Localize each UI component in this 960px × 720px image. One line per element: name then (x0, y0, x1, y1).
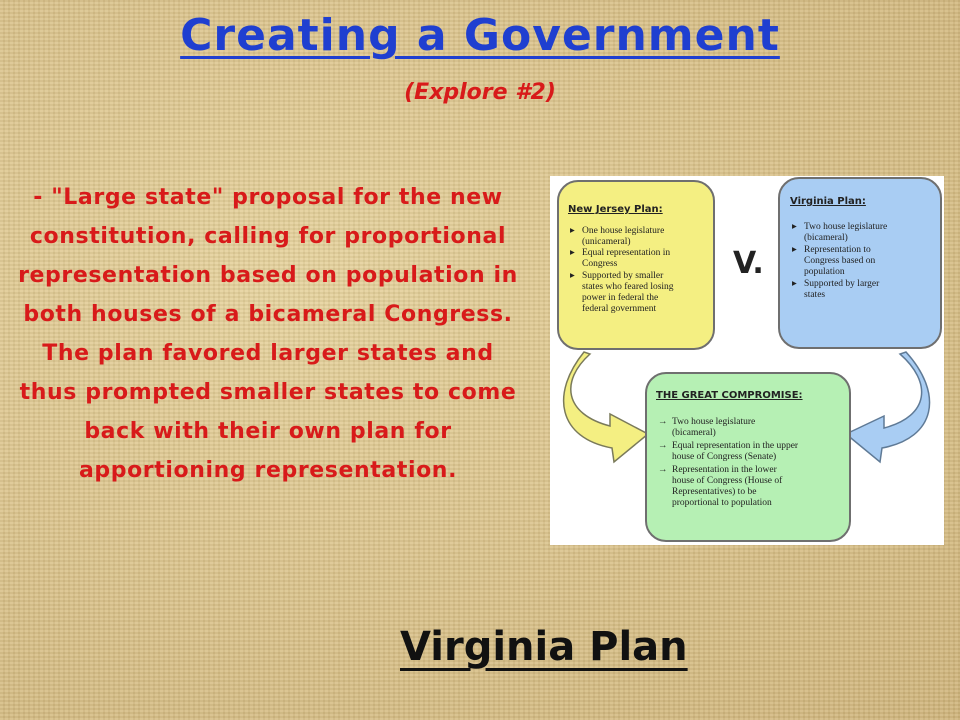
gc-item-3d: proportional to population (672, 498, 772, 508)
compromise-heading: THE GREAT COMPROMISE: (656, 390, 803, 401)
virginia-heading: Virginia Plan: (790, 196, 866, 207)
arrow-bullet-icon: → (658, 417, 668, 427)
va-item-3a: Supported by larger (804, 279, 880, 289)
nj-item-2b: Congress (582, 259, 618, 269)
bullet-icon: ▸ (792, 279, 797, 289)
gc-item-1b: (bicameral) (672, 428, 716, 438)
nj-item-3a: Supported by smaller (582, 271, 664, 281)
nj-item-3d: federal government (582, 304, 657, 314)
va-item-1b: (bicameral) (804, 233, 848, 243)
va-item-1a: Two house legislature (804, 222, 888, 232)
bullet-icon: ▸ (570, 248, 575, 258)
gc-item-3c: Representatives) to be (672, 487, 757, 497)
plans-diagram (550, 176, 944, 545)
slide-subtitle: (Explore #2) (404, 80, 556, 105)
left-arrow-icon (564, 352, 648, 462)
slide-title: Creating a Government (180, 10, 780, 61)
bullet-icon: ▸ (792, 245, 797, 255)
gc-item-2a: Equal representation in the upper (672, 441, 799, 451)
arrow-bullet-icon: → (658, 465, 668, 475)
gc-item-2b: house of Congress (Senate) (672, 452, 777, 462)
answer-term: Virginia Plan (400, 624, 688, 670)
bullet-icon: ▸ (570, 226, 575, 236)
va-item-2c: population (804, 267, 845, 277)
right-arrow-icon (846, 352, 930, 462)
definition-text: - "Large state" proposal for the new constitution, calling for proportional representation based on population in both houses of a bicameral Congress. The plan favored larger states and thus prompted smaller states to come back with their own plan for apportioning representation. (18, 185, 518, 483)
nj-item-3c: power in federal the (582, 293, 659, 303)
nj-item-1a: One house legislature (582, 226, 665, 236)
gc-item-3a: Representation in the lower (672, 465, 777, 475)
gc-item-1a: Two house legislature (672, 417, 756, 427)
nj-item-1b: (unicameral) (582, 237, 631, 247)
bullet-icon: ▸ (792, 222, 797, 232)
new-jersey-heading: New Jersey Plan: (568, 204, 663, 215)
versus-label: V. (733, 246, 764, 281)
bullet-icon: ▸ (570, 271, 575, 281)
gc-item-3b: house of Congress (House of (672, 476, 783, 486)
nj-item-3b: states who feared losing (582, 282, 674, 292)
nj-item-2a: Equal representation in (582, 248, 671, 258)
arrow-bullet-icon: → (658, 441, 668, 451)
va-item-3b: states (804, 290, 826, 300)
va-item-2a: Representation to (804, 245, 871, 255)
plans-diagram-svg (550, 176, 944, 545)
va-item-2b: Congress based on (804, 256, 876, 266)
